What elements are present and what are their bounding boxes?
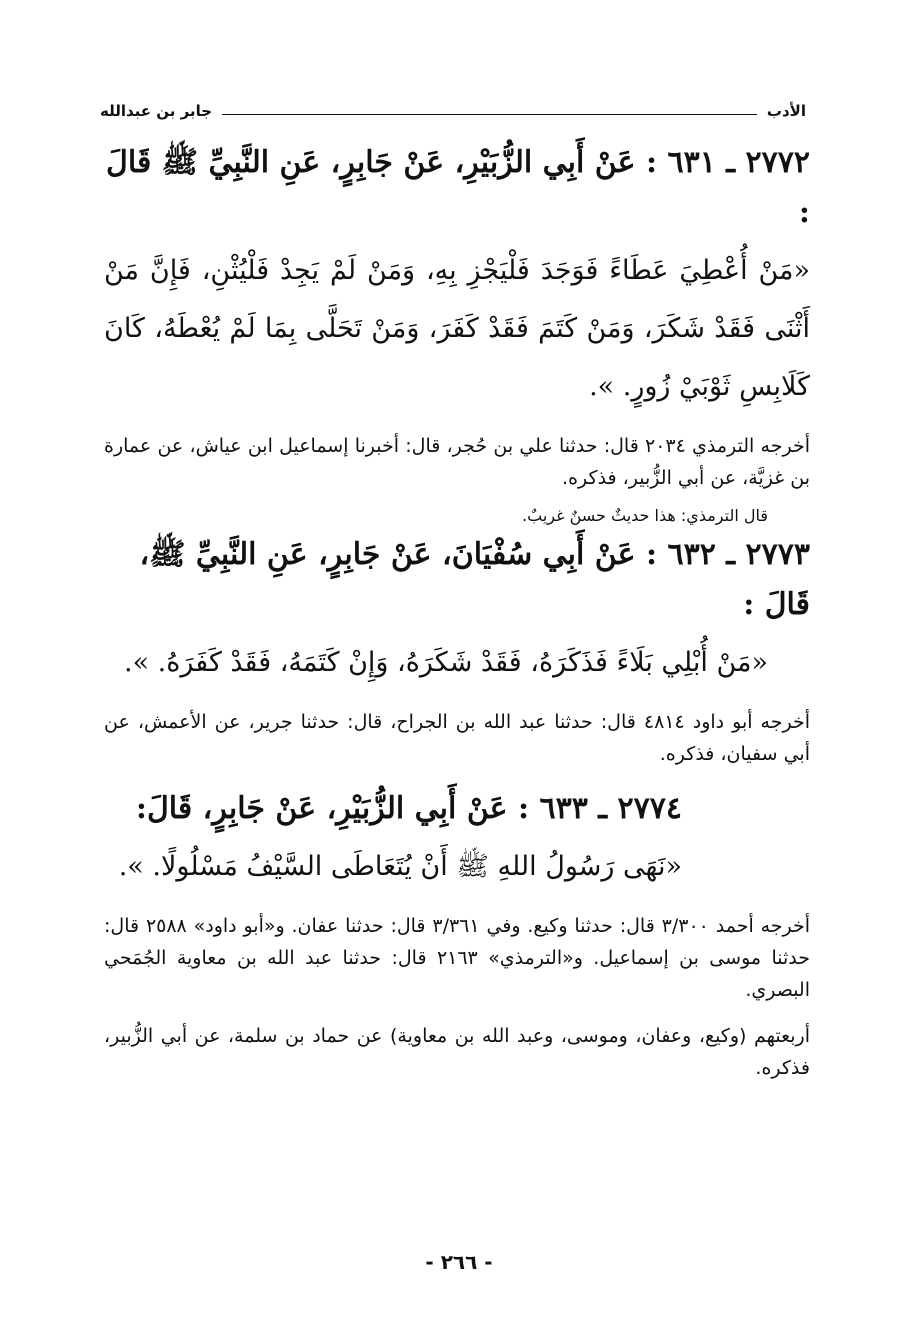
hadith-heading: ٢٧٧٢ ـ ٦٣١ : عَنْ أَبِي الزُّبَيْرِ، عَنْ جَابِرٍ، عَنِ النَّبِيِّ ﷺ قَالَ : xyxy=(106,145,810,230)
page-content xyxy=(104,138,810,1084)
page-number: - ٢٦٦ - xyxy=(425,1250,493,1274)
takhrij-note: أخرجه أبو داود ٤٨١٤ قال: حدثنا عبد الله بن الجراح، قال: حدثنا جرير، عن الأعمش، عن أبي سفيان، فذكره. xyxy=(104,711,810,765)
section-title: جابر بن عبدالله xyxy=(100,102,213,120)
takhrij-note: أخرجه الترمذي ٢٠٣٤ قال: حدثنا علي بن حُجر، قال: أخبرنا إسماعيل ابن عياش، عن عمارة بن غزيَّة، عن أبي الزُّبير، فذكره. xyxy=(104,435,810,489)
hadith-heading: ٢٧٧٤ ـ ٦٣٣ : عَنْ أَبِي الزُّبَيْرِ، عَنْ جَابِرٍ، قَالَ: xyxy=(135,791,682,826)
takhrij-summary: أربعتهم (وكيع، وعفان، وموسى، وعبد الله بن معاوية) عن حماد بن سلمة، عن أبي الزُّبير، فذكره. xyxy=(104,1025,810,1079)
chapter-title: الأدب xyxy=(766,102,806,120)
takhrij-note: أخرجه أحمد ٣/٣٠٠ قال: حدثنا وكيع. وفي ٣/٣٦١ قال: حدثنا عفان. و«أبو داود» ٢٥٨٨ قال: حدثنا موسى بن إسماعيل. و«الترمذي» ٢١٦٣ قال: حدثنا عبد الله بن معاوية الجُمَحي البصري. xyxy=(104,915,811,1001)
tirmidhi-comment: قال الترمذي: هذا حديثٌ حسنٌ غريبٌ. xyxy=(522,506,768,525)
hadith-text: «مَنْ أُعْطِيَ عَطَاءً فَوَجَدَ فَلْيَجْزِ بِهِ، وَمَنْ لَمْ يَجِدْ فَلْيُثْنِ، فَإِنَّ مَنْ أَثْنَى فَقَدْ شَكَرَ، وَمَنْ كَتَمَ فَقَدْ كَفَرَ، وَمَنْ تَحَلَّى بِمَا لَمْ يُعْطَهُ، كَانَ كَلَابِسِ ثَوْبَيْ زُورٍ. ». xyxy=(104,255,810,402)
hadith-text: «مَنْ أُبْلِي بَلَاءً فَذَكَرَهُ، فَقَدْ شَكَرَهُ، وَإِنْ كَتَمَهُ، فَقَدْ كَفَرَهُ. ». xyxy=(123,647,768,678)
running-header xyxy=(100,92,806,122)
hadith-text: «نَهَى رَسُولُ اللهِ ﷺ أَنْ يُتَعَاطَى السَّيْفُ مَسْلُولًا. ». xyxy=(118,851,682,882)
header-rule xyxy=(222,114,757,115)
hadith-heading: ٢٧٧٣ ـ ٦٣٢ : عَنْ أَبِي سُفْيَانَ، عَنْ جَابِرٍ، عَنِ النَّبِيِّ ﷺ، قَالَ : xyxy=(139,537,810,622)
